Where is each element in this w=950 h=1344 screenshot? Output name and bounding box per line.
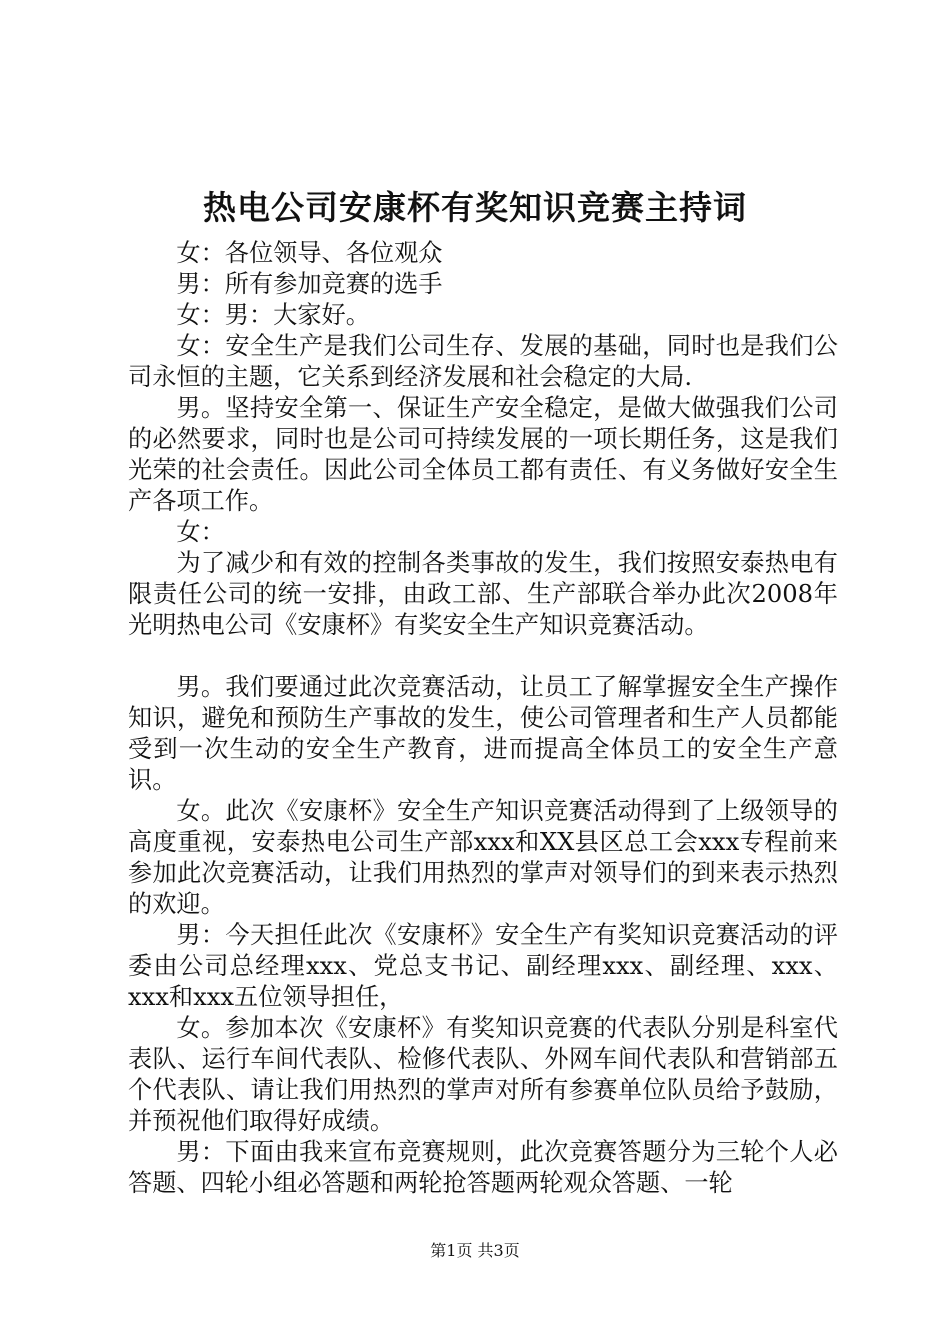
document-title: 热电公司安康杯有奖知识竞赛主持词 — [203, 188, 747, 227]
page-footer: 第1页 共3页 — [430, 1241, 520, 1260]
document-body — [128, 238, 838, 1199]
paragraph: 为了减少和有效的控制各类事故的发生，我们按照安泰热电有限责任公司的统一安排，由政工部、生产部联合举办此次2008年光明热电公司《安康杯》有奖安全生产知识竞赛活动。 — [128, 549, 838, 639]
paragraph: 女：安全生产是我们公司生存、发展的基础，同时也是我们公司永恒的主题，它关系到经济发展和社会稳定的大局. — [128, 332, 838, 391]
paragraph: 女。参加本次《安康杯》有奖知识竞赛的代表队分别是科室代表队、运行车间代表队、检修代表队、外网车间代表队和营销部五个代表队、请让我们用热烈的掌声对所有参赛单位队员给予鼓励，并预祝他们取得好成绩。 — [128, 1014, 838, 1135]
paragraph: 男：下面由我来宣布竞赛规则，此次竞赛答题分为三轮个人必答题、四轮小组必答题和两轮抢答题两轮观众答题、一轮 — [128, 1138, 838, 1197]
paragraph: 男。坚持安全第一、保证生产安全稳定，是做大做强我们公司的必然要求，同时也是公司可持续发展的一项长期任务，这是我们光荣的社会责任。因此公司全体员工都有责任、有义务做好安全生产各项工作。 — [128, 394, 838, 515]
paragraph: 男：所有参加竞赛的选手 — [176, 270, 443, 298]
paragraph: 男。我们要通过此次竞赛活动，让员工了解掌握安全生产操作知识，避免和预防生产事故的发生，使公司管理者和生产人员都能受到一次生动的安全生产教育，进而提高全体员工的安全生产意识。 — [128, 673, 838, 794]
paragraph: 男：今天担任此次《安康杯》安全生产有奖知识竞赛活动的评委由公司总经理xxx、党总支书记、副经理xxx、副经理、xxx、xxx和xxx五位领导担任， — [128, 921, 838, 1011]
paragraph: 女。此次《安康杯》安全生产知识竞赛活动得到了上级领导的高度重视，安泰热电公司生产部xxx和XX县区总工会xxx专程前来参加此次竞赛活动，让我们用热烈的掌声对领导们的到来表示热烈的欢迎。 — [128, 797, 838, 918]
paragraph: 女：各位领导、各位观众 — [176, 239, 443, 267]
paragraph: 女： — [176, 518, 225, 546]
paragraph: 女：男：大家好。 — [176, 301, 370, 329]
paragraph-spacer — [128, 641, 838, 672]
